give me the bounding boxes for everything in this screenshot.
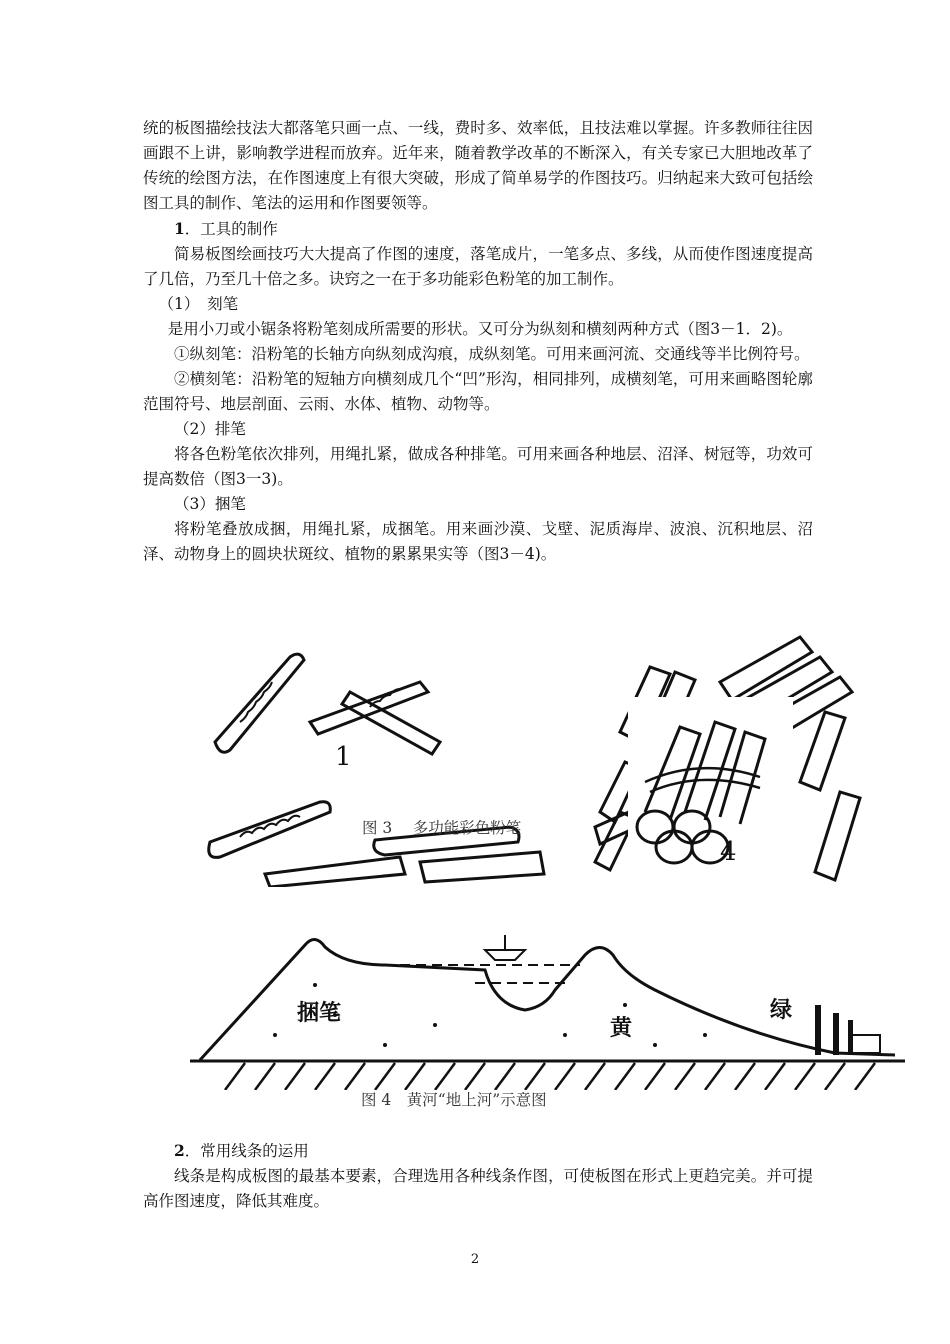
paragraph: 线条是构成板图的最基本要素，合理选用各种线条作图，可使板图在形式上更趋完美。并可提高作图速度，降低其难度。 — [143, 1167, 813, 1210]
section-number: 2 — [174, 1141, 185, 1160]
subheading: （3）捆笔 — [174, 495, 246, 513]
page-number: 2 — [470, 1252, 480, 1267]
section-title: ．常用线条的运用 — [184, 1142, 309, 1160]
label-green: 绿 — [770, 998, 793, 1023]
figure-chalk-tools — [200, 612, 900, 887]
figure-yellow-river — [185, 895, 905, 1109]
label-yellow: 黄 — [610, 1016, 633, 1041]
subheading: （1） 刻笔 — [158, 295, 239, 313]
subheading: （2）排笔 — [174, 420, 246, 438]
paragraph: ①纵刻笔：沿粉笔的长轴方向纵刻成沟痕，成纵刻笔。可用来画河流、交通线等半比例符号。 — [174, 345, 810, 363]
grooved-chalk-drawing — [215, 654, 304, 752]
figure-label-4: 4 — [720, 837, 737, 867]
figure-caption: 图 3 多功能彩色粉笔 — [362, 819, 522, 837]
section-title: ．工具的制作 — [184, 220, 278, 238]
section-heading — [143, 216, 813, 242]
text-block-top — [143, 116, 813, 567]
figure-caption: 图 4 黄河“地上河”示意图 — [361, 1091, 547, 1109]
figure-label-1: 1 — [335, 742, 352, 772]
section-heading — [143, 1138, 813, 1164]
paragraph: ②横刻笔：沿粉笔的短轴方向横刻成几个“凹”形沟，相同排列，成横刻笔，可用来画略图轮廓范围符号、地层剖面、云雨、水体、植物、动物等。 — [143, 370, 813, 413]
text-block-bottom — [143, 1138, 813, 1214]
paragraph: 将各色粉笔依次排列，用绳扎紧，做成各种排笔。可用来画各种地层、沼泽、树冠等，功效可提高数倍（图3一3)。 — [143, 445, 813, 488]
paragraph: 是用小刀或小锯条将粉笔刻成所需要的形状。又可分为纵刻和横刻两种方式（图3－1．2)。 — [167, 320, 793, 338]
river-cross-section — [185, 895, 905, 1090]
section-number: 1 — [174, 219, 185, 238]
paragraph: 将粉笔叠放成捆，用绳扎紧，成捆笔。用来画沙漠、戈壁、泥质海岸、波浪、沉积地层、沼泽、动物身上的圆块状斑纹、植物的累累果实等（图3－4)。 — [143, 520, 813, 563]
label-bundle-chalk: 捆笔 — [297, 1001, 342, 1026]
paragraph: 统的板图描绘技法大都落笔只画一点、一线，费时多、效率低，且技法难以掌握。许多教师往往因画跟不上讲，影响教学进程而放弃。近年来，随着教学改革的不断深入，有关专家已大胆地改革了传统的绘图方法，在作图速度上有很大突破，形成了简单易学的作图技巧。归纳起来大致可包括绘图工具的制作、笔法的运用和作图要领等。 — [143, 119, 813, 212]
paragraph: 简易板图绘画技巧大大提高了作图的速度，落笔成片，一笔多点、多线，从而使作图速度提高了几倍，乃至几十倍之多。诀窍之一在于多功能彩色粉笔的加工制作。 — [143, 245, 813, 288]
chalk-illustration — [200, 612, 900, 887]
